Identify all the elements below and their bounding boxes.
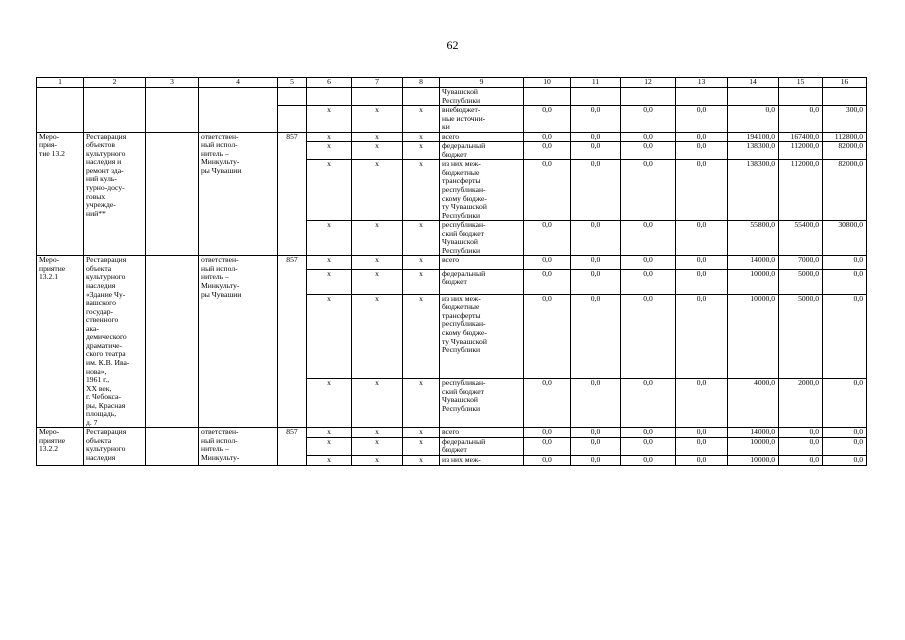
x-cell: x [352, 437, 403, 455]
cell-line: республикан- [442, 185, 486, 195]
cell-line: учрежде- [86, 200, 116, 210]
column-number: 7 [352, 78, 403, 88]
budget-table [36, 77, 867, 466]
x-cell: x [352, 428, 403, 438]
cell-line: ный испол- [201, 263, 238, 273]
value-cell: 82000,0 [823, 142, 867, 160]
value-cell: 30800,0 [823, 221, 867, 256]
cell-line: Минкульту- [201, 281, 240, 291]
x-cell: x [352, 106, 403, 133]
cell-line: бюджетные [442, 302, 480, 312]
value-cell: 0,0 [823, 269, 867, 294]
responsible-executor [199, 428, 278, 465]
cell-line: ры Чувашии [201, 289, 242, 299]
x-cell: x [403, 437, 440, 455]
value-cell: 82000,0 [823, 160, 867, 221]
cell-line: Чувашской [442, 237, 478, 247]
source-cell [440, 106, 524, 133]
cell-line: Меро- [39, 427, 60, 437]
x-cell: x [403, 428, 440, 438]
value-cell: 0,0 [779, 437, 823, 455]
value-cell: 7000,0 [779, 256, 823, 269]
value-cell: 112000,0 [779, 160, 823, 221]
cell-line: драматиче- [86, 340, 123, 350]
column-number: 14 [728, 78, 779, 88]
cell-line: всего [442, 132, 460, 141]
value-cell: 55800,0 [728, 221, 779, 256]
value-cell: 112800,0 [823, 132, 867, 142]
cell-line: культурного [86, 148, 126, 158]
value-cell: 0,0 [779, 428, 823, 438]
cell-line: ные источни- [442, 113, 486, 123]
value-cell: 0,0 [676, 428, 728, 438]
responsible-executor [199, 256, 278, 428]
cell-line: ответствен- [201, 255, 239, 265]
cell-line: Республики [442, 245, 481, 255]
value-cell: 0,0 [621, 256, 676, 269]
continued-cell [278, 88, 307, 106]
x-cell: x [403, 221, 440, 256]
value-cell: 0,0 [676, 142, 728, 160]
value-cell: 0,0 [571, 256, 621, 269]
value-cell: 5000,0 [779, 269, 823, 294]
cell-line: ний** [86, 208, 106, 218]
cell-line: трансферты [442, 310, 481, 320]
value-cell: 0,0 [571, 269, 621, 294]
cell-line: республикан- [442, 220, 486, 230]
cell-line: ки [442, 122, 450, 132]
x-cell: x [307, 428, 352, 438]
cell-line: Чувашской [442, 87, 478, 96]
cell-line: XX век, [86, 383, 112, 393]
value-cell: 0,0 [676, 379, 728, 428]
value-cell: 14000,0 [728, 256, 779, 269]
value-cell: 0,0 [676, 106, 728, 133]
column-number: 8 [403, 78, 440, 88]
cell-line: культурного [86, 444, 126, 454]
value-cell: 194100,0 [728, 132, 779, 142]
empty-cell [352, 88, 403, 106]
value-cell: 0,0 [676, 294, 728, 379]
x-cell: x [307, 379, 352, 428]
funding-source [440, 221, 524, 256]
cell-line: тие 13.2 [39, 148, 65, 158]
cell-line: Республики [442, 345, 481, 355]
value-cell: 0,0 [621, 142, 676, 160]
funding-source [440, 428, 524, 438]
cell-line: трансферты [442, 176, 481, 186]
value-cell: 0,0 [524, 221, 571, 256]
cell-line: нитель – [201, 148, 229, 158]
value-cell: 0,0 [728, 106, 779, 133]
x-cell: x [403, 142, 440, 160]
responsible-executor [199, 132, 278, 256]
value-cell: 0,0 [823, 379, 867, 428]
value-cell: 0,0 [571, 221, 621, 256]
cell-line: турно-досу- [86, 183, 125, 193]
x-cell: x [352, 142, 403, 160]
cell-line: наследия и [86, 157, 122, 167]
x-cell: x [403, 160, 440, 221]
cell-line: всего [442, 427, 460, 437]
column-number: 1 [37, 78, 84, 88]
cell-line: Реставрация [86, 132, 127, 141]
cell-line: прия- [39, 140, 57, 150]
value-cell: 0,0 [571, 160, 621, 221]
value-cell: 112000,0 [779, 142, 823, 160]
cell-line: ный испол- [201, 140, 238, 150]
cell-line: государ- [86, 306, 114, 316]
empty-cell [524, 88, 571, 106]
x-cell: x [403, 269, 440, 294]
column-number: 9 [440, 78, 524, 88]
value-cell: 300,0 [823, 106, 867, 133]
value-cell: 0,0 [779, 106, 823, 133]
cell-line: нова», [86, 366, 107, 376]
cell-line: 13.2.1 [39, 272, 58, 282]
continued-cell [84, 88, 146, 106]
value-cell: 0,0 [524, 379, 571, 428]
cell-line: федеральный [442, 437, 486, 446]
activity-name [84, 428, 146, 465]
value-cell: 0,0 [676, 455, 728, 465]
column-number: 10 [524, 78, 571, 88]
cell-line: скому бюдже- [442, 193, 487, 203]
cell-line: демического [86, 332, 127, 342]
column-number: 6 [307, 78, 352, 88]
empty-cell [779, 88, 823, 106]
activity-row [37, 428, 867, 438]
funding-source [440, 269, 524, 294]
x-cell: x [352, 256, 403, 269]
cell-line: ака- [86, 323, 99, 333]
cell-line: федеральный [442, 269, 486, 278]
value-cell: 0,0 [621, 379, 676, 428]
value-cell: 138300,0 [728, 142, 779, 160]
cell-line: Минкульту- [201, 452, 240, 462]
value-cell: 167400,0 [779, 132, 823, 142]
cell-line: внебюджет- [442, 105, 481, 115]
activity-name [84, 256, 146, 428]
value-cell: 0,0 [524, 106, 571, 133]
x-cell: x [307, 269, 352, 294]
value-cell: 10000,0 [728, 294, 779, 379]
column-number: 2 [84, 78, 146, 88]
page-number: 62 [446, 38, 459, 52]
value-cell: 0,0 [621, 160, 676, 221]
value-cell: 55400,0 [779, 221, 823, 256]
cell-line: всего [442, 255, 460, 265]
value-cell: 5000,0 [779, 294, 823, 379]
cell-line: ский бюджет [442, 228, 484, 238]
cell-line: Республики [442, 210, 481, 220]
continued-cell [199, 106, 278, 133]
value-cell: 0,0 [524, 455, 571, 465]
cell-line: наследия [86, 281, 116, 291]
x-cell: x [403, 256, 440, 269]
value-cell: 0,0 [676, 437, 728, 455]
x-cell: x [352, 132, 403, 142]
x-cell: x [352, 379, 403, 428]
x-cell: x [307, 455, 352, 465]
funding-source [440, 437, 524, 455]
activity-code [37, 256, 84, 428]
cell-line: 1961 г., [86, 375, 110, 385]
continued-cell [146, 106, 199, 133]
empty-cell [146, 132, 199, 256]
value-cell: 0,0 [524, 437, 571, 455]
value-cell: 0,0 [524, 428, 571, 438]
x-cell: x [403, 132, 440, 142]
cell-line: объекта [86, 435, 112, 445]
value-cell: 0,0 [621, 132, 676, 142]
cell-line: бюджет [442, 277, 467, 287]
cell-line: бюджет [442, 445, 467, 455]
cell-line: площадь, [86, 409, 117, 419]
cell-line: ответствен- [201, 427, 239, 437]
x-cell: x [403, 106, 440, 133]
cell-line: вашского [86, 298, 116, 308]
activity-name [84, 132, 146, 256]
grbs-code: 857 [278, 428, 307, 465]
header-row [37, 78, 867, 88]
value-cell: 0,0 [621, 106, 676, 133]
cell-line: Реставрация [86, 255, 127, 265]
value-cell: 0,0 [571, 106, 621, 133]
cell-line: из них меж- [442, 455, 481, 464]
x-cell: x [307, 160, 352, 221]
value-cell: 0,0 [823, 294, 867, 379]
x-cell: x [307, 256, 352, 269]
empty-cell [676, 88, 728, 106]
x-cell: x [352, 269, 403, 294]
cell-line: из них меж- [442, 159, 481, 169]
cell-line: бюджет [442, 149, 467, 159]
value-cell: 0,0 [676, 269, 728, 294]
value-cell: 0,0 [621, 455, 676, 465]
column-number: 12 [621, 78, 676, 88]
cell-line: Республики [442, 404, 481, 414]
funding-source [440, 256, 524, 269]
activity-code [37, 132, 84, 256]
continued-cell [84, 106, 146, 133]
value-cell: 0,0 [571, 294, 621, 379]
continued-cell [146, 88, 199, 106]
x-cell: x [352, 455, 403, 465]
x-cell: x [307, 221, 352, 256]
cell-line: республикан- [442, 378, 486, 388]
cell-line: приятие [39, 435, 66, 445]
cell-line: ремонт зда- [86, 165, 124, 175]
cell-line: 13.2.2 [39, 444, 58, 454]
cell-line: говых [86, 191, 106, 201]
continued-cell [199, 88, 278, 106]
activity-code [37, 428, 84, 465]
value-cell: 0,0 [571, 437, 621, 455]
value-cell: 0,0 [621, 221, 676, 256]
cell-line: нитель – [201, 444, 229, 454]
value-cell: 2000,0 [779, 379, 823, 428]
value-cell: 0,0 [823, 437, 867, 455]
activity-row [37, 132, 867, 142]
funding-source [440, 455, 524, 465]
value-cell: 14000,0 [728, 428, 779, 438]
cell-line: Меро- [39, 255, 60, 265]
cell-line: ту Чувашской [442, 202, 487, 212]
x-cell: x [352, 294, 403, 379]
cell-line: Минкульту- [201, 157, 240, 167]
cell-line: объектов [86, 140, 115, 150]
empty-cell [571, 88, 621, 106]
funding-source [440, 160, 524, 221]
x-cell: x [307, 437, 352, 455]
cell-line: объекта [86, 263, 112, 273]
cell-line: ского театра [86, 349, 126, 359]
x-cell: x [307, 132, 352, 142]
x-cell: x [352, 221, 403, 256]
value-cell: 0,0 [621, 294, 676, 379]
cell-line: ту Чувашской [442, 336, 487, 346]
value-cell: 0,0 [524, 142, 571, 160]
empty-cell [146, 428, 199, 465]
value-cell: 0,0 [779, 455, 823, 465]
value-cell: 0,0 [571, 455, 621, 465]
cell-line: республикан- [442, 319, 486, 329]
x-cell: x [403, 455, 440, 465]
value-cell: 0,0 [621, 428, 676, 438]
cell-line: г. Чебокса- [86, 392, 121, 402]
value-cell: 0,0 [823, 256, 867, 269]
value-cell: 0,0 [524, 269, 571, 294]
value-cell: 0,0 [571, 428, 621, 438]
column-number: 13 [676, 78, 728, 88]
column-number: 15 [779, 78, 823, 88]
empty-cell [728, 88, 779, 106]
value-cell: 0,0 [676, 256, 728, 269]
x-cell: x [307, 294, 352, 379]
value-cell: 10000,0 [728, 437, 779, 455]
column-number: 4 [199, 78, 278, 88]
value-cell: 0,0 [524, 294, 571, 379]
cell-line: Реставрация [86, 427, 127, 437]
column-number: 11 [571, 78, 621, 88]
continuation-row [37, 106, 867, 133]
cell-line: ный испол- [201, 435, 238, 445]
cell-line: культурного [86, 272, 126, 282]
x-cell: x [403, 294, 440, 379]
value-cell: 0,0 [571, 132, 621, 142]
cell-line: Республики [442, 95, 481, 105]
cell-line: бюджетные [442, 167, 480, 177]
funding-source [440, 379, 524, 428]
activity-row [37, 256, 867, 269]
cell-line: из них меж- [442, 294, 481, 303]
cell-line: федеральный [442, 141, 486, 151]
value-cell: 0,0 [823, 455, 867, 465]
value-cell: 10000,0 [728, 269, 779, 294]
continued-cell [37, 88, 84, 106]
value-cell: 0,0 [676, 132, 728, 142]
cell-line: скому бюдже- [442, 328, 487, 337]
empty-cell [403, 88, 440, 106]
grbs-code: 857 [278, 256, 307, 428]
column-number: 3 [146, 78, 199, 88]
value-cell: 0,0 [571, 142, 621, 160]
column-number: 16 [823, 78, 867, 88]
value-cell: 0,0 [524, 132, 571, 142]
cell-line: д. 7 [86, 417, 98, 427]
cell-line: им. К.В. Ива- [86, 357, 130, 367]
cell-line: ответствен- [201, 132, 239, 141]
grbs-code: 857 [278, 132, 307, 256]
empty-cell [823, 88, 867, 106]
funding-source [440, 132, 524, 142]
cell-line: ний куль- [86, 174, 117, 184]
continued-cell [278, 106, 307, 133]
value-cell: 138300,0 [728, 160, 779, 221]
x-cell: x [307, 106, 352, 133]
cell-line: ский бюджет [442, 386, 484, 396]
x-cell: x [352, 160, 403, 221]
cell-line: приятие [39, 263, 66, 273]
value-cell: 0,0 [621, 269, 676, 294]
column-number: 5 [278, 78, 307, 88]
value-cell: 0,0 [621, 437, 676, 455]
cell-line: ственного [86, 315, 119, 325]
cell-line: нитель – [201, 272, 229, 282]
value-cell: 0,0 [676, 160, 728, 221]
funding-source [440, 294, 524, 379]
continued-cell [37, 106, 84, 133]
value-cell: 0,0 [823, 428, 867, 438]
cell-line: наследия [86, 452, 116, 462]
funding-source [440, 142, 524, 160]
empty-cell [307, 88, 352, 106]
empty-cell [146, 256, 199, 428]
value-cell: 10000,0 [728, 455, 779, 465]
source-cell [440, 88, 524, 106]
value-cell: 0,0 [571, 379, 621, 428]
x-cell: x [403, 379, 440, 428]
cell-line: Чувашской [442, 395, 478, 405]
cell-line: Меро- [39, 132, 60, 141]
continuation-row [37, 88, 867, 106]
cell-line: «Здание Чу- [86, 289, 126, 299]
value-cell: 0,0 [524, 160, 571, 221]
value-cell: 0,0 [524, 256, 571, 269]
cell-line: ры Чувашии [201, 165, 242, 175]
value-cell: 0,0 [676, 221, 728, 256]
x-cell: x [307, 142, 352, 160]
empty-cell [621, 88, 676, 106]
value-cell: 4000,0 [728, 379, 779, 428]
cell-line: ры, Красная [86, 400, 126, 410]
